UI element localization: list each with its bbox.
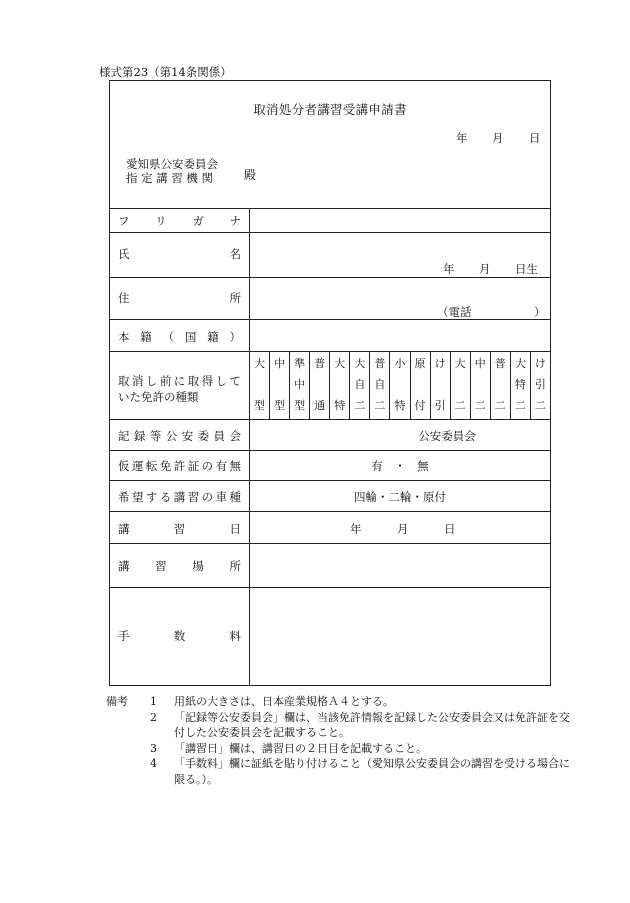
label-course-date	[110, 512, 250, 543]
label-address	[110, 278, 250, 319]
birth-year-label: 年	[443, 262, 455, 276]
label-furigana	[110, 208, 250, 232]
application-form	[109, 80, 551, 686]
label-license-types	[110, 352, 250, 419]
course-date-month: 月	[397, 522, 409, 536]
date-year-label: 年	[456, 131, 468, 145]
label-course-place	[110, 544, 250, 587]
label-char: 習	[173, 522, 186, 536]
honorific: 殿	[244, 168, 257, 182]
label-char: 講	[173, 490, 186, 504]
label-char: （	[162, 330, 175, 344]
label-char: 仮	[118, 459, 130, 473]
note-item	[106, 710, 576, 741]
note-item	[106, 741, 576, 757]
label-fee	[110, 588, 250, 685]
label-char: 運	[131, 459, 144, 473]
license-type-column[interactable]	[411, 352, 431, 419]
label-char: 籍	[140, 330, 152, 344]
note-text: 「記録等公安委員会」欄は、当該免許情報を記録した公安委員会又は免許証を交付した公安委員会を記載すること。	[174, 710, 570, 739]
label-char: し	[215, 374, 228, 388]
row-name	[110, 233, 550, 278]
label-char: 習	[155, 559, 167, 573]
label-char: 安	[181, 429, 194, 443]
notes-heading: 備考	[106, 695, 128, 708]
row-vehicle-type	[110, 481, 550, 512]
license-type-column[interactable]	[310, 352, 330, 419]
license-type-column[interactable]	[350, 352, 370, 419]
label-char: 手	[118, 629, 130, 643]
notes-section	[106, 694, 576, 787]
license-type-column[interactable]	[491, 352, 511, 419]
form-number: 様式第23（第14条関係）	[99, 65, 232, 79]
license-type-column[interactable]	[330, 352, 350, 419]
label-char: ）	[229, 330, 241, 344]
license-type-char: 二	[374, 399, 386, 412]
label-char: 習	[187, 490, 200, 504]
license-type-char: 特	[334, 399, 346, 412]
note-item	[106, 694, 576, 710]
license-type-column[interactable]	[531, 352, 550, 419]
note-number: 2	[150, 710, 157, 724]
license-type-char: け	[434, 357, 446, 370]
license-type-char: 大	[254, 357, 266, 370]
license-type-char: 二	[474, 399, 486, 412]
license-type-column[interactable]	[451, 352, 471, 419]
addressee	[126, 157, 218, 185]
addressee-line1: 愛知県公安委員会	[126, 157, 218, 171]
row-license-types	[110, 352, 550, 420]
row-fee	[110, 588, 550, 685]
label-char: 所	[229, 291, 241, 305]
row-record-commission	[110, 420, 550, 451]
record-commission-value: 公安委員会	[418, 429, 476, 443]
label-char: 氏	[118, 247, 130, 261]
license-type-column[interactable]	[390, 352, 410, 419]
label-char: 免	[159, 459, 172, 473]
date-month-label: 月	[492, 131, 504, 145]
license-type-char: 大	[334, 357, 346, 370]
label-temp-license	[110, 451, 250, 480]
license-type-column[interactable]	[431, 352, 451, 419]
label-char: 前	[159, 374, 172, 388]
license-type-char: け	[534, 357, 546, 370]
label-char: 国	[184, 330, 197, 344]
birth-month-label: 月	[479, 262, 491, 276]
license-type-char: 大	[514, 357, 526, 370]
license-type-char: 通	[314, 399, 326, 412]
label-char: 車	[215, 490, 228, 504]
license-type-column[interactable]	[370, 352, 390, 419]
label-char: リ	[155, 214, 167, 228]
label-char: 住	[118, 291, 130, 305]
label-char: 記	[118, 429, 130, 443]
label-char: 料	[229, 629, 241, 643]
license-type-char: 二	[514, 399, 526, 412]
vehicle-type-choice[interactable]: 四輪・二輪・原付	[354, 490, 446, 504]
license-type-char: 準	[294, 357, 306, 370]
license-type-grid	[250, 352, 550, 419]
course-date-year: 年	[350, 522, 362, 536]
license-type-column[interactable]	[250, 352, 270, 419]
label-char: 籍	[207, 330, 219, 344]
note-text: 「講習日」欄は、講習日の２日目を記載すること。	[174, 741, 427, 755]
form-header	[110, 81, 550, 209]
label-char: 日	[229, 522, 241, 536]
phone-label: （電話	[437, 305, 472, 319]
label-char: 消	[131, 374, 144, 388]
label-char: て	[229, 374, 241, 388]
license-type-char: 中	[274, 357, 286, 370]
label-char: ナ	[229, 214, 241, 228]
row-temp-license	[110, 451, 550, 481]
license-type-char: 二	[354, 399, 366, 412]
form-title: 取消処分者講習受講申請書	[253, 102, 407, 117]
label-char: の	[201, 459, 214, 473]
label-char: し	[145, 374, 158, 388]
note-number: 1	[150, 695, 157, 708]
label-char: 講	[118, 559, 130, 573]
label-honseki	[110, 320, 250, 351]
row-address	[110, 278, 550, 320]
license-type-char: 二	[454, 399, 466, 412]
label-char: 種	[229, 490, 241, 504]
label-name	[110, 233, 250, 277]
license-type-char: 大	[454, 357, 466, 370]
row-course-place	[110, 544, 550, 588]
label-vehicle-type	[110, 481, 250, 511]
label-char: 録	[133, 429, 146, 443]
license-type-char: 二	[494, 399, 506, 412]
license-type-char: 原	[414, 357, 426, 370]
license-type-char: 型	[294, 399, 306, 412]
label-char: 証	[187, 459, 200, 473]
license-type-char: 型	[254, 399, 266, 412]
label-char: 取	[118, 374, 130, 388]
label-char: 会	[229, 429, 241, 443]
label-license-line2: いた免許の種類	[118, 390, 199, 404]
label-char: 公	[165, 429, 178, 443]
license-type-char: 普	[494, 357, 506, 370]
label-char: に	[173, 374, 186, 388]
license-type-char: 中	[474, 357, 486, 370]
label-char: の	[201, 490, 214, 504]
license-type-char: 特	[394, 399, 406, 412]
label-char: 場	[192, 559, 204, 573]
license-type-char: 付	[414, 399, 426, 412]
label-char: る	[159, 490, 172, 504]
license-type-char: 二	[534, 399, 546, 412]
note-number: 4	[150, 757, 157, 770]
license-type-char: 大	[354, 357, 366, 370]
license-type-column[interactable]	[471, 352, 491, 419]
note-text: 「手数料」欄に証紙を貼り付けること（愛知県公安委員会の講習を受ける場合に限る。）。	[174, 757, 570, 786]
label-char: 委	[197, 429, 210, 443]
license-type-char: 普	[374, 357, 386, 370]
label-char: 数	[173, 629, 186, 643]
note-text: 用紙の大きさは、日本産業規格Ａ４とする。	[174, 695, 394, 708]
label-char: 許	[173, 459, 186, 473]
note-number: 3	[150, 741, 157, 755]
license-type-char: 自	[354, 378, 366, 391]
label-record-commission	[110, 420, 250, 450]
label-char: フ	[118, 214, 130, 228]
license-type-char: 引	[434, 399, 446, 412]
row-honseki	[110, 320, 550, 352]
license-type-char: 型	[274, 399, 286, 412]
license-type-column[interactable]	[290, 352, 310, 419]
birth-day-label: 日生	[515, 262, 538, 276]
license-type-char: 引	[534, 378, 546, 391]
label-char: 等	[149, 429, 162, 443]
label-char: 所	[229, 559, 241, 573]
label-char: 講	[118, 522, 130, 536]
label-char: 名	[229, 247, 241, 261]
note-item	[106, 756, 576, 787]
row-course-date	[110, 512, 550, 544]
license-type-char: 自	[374, 378, 386, 391]
label-char: 員	[213, 429, 226, 443]
label-char: ガ	[192, 214, 204, 228]
license-type-column[interactable]	[270, 352, 290, 419]
label-char: 得	[201, 374, 214, 388]
phone-close: ）	[534, 305, 546, 319]
label-char: す	[145, 490, 158, 504]
label-char: 転	[145, 459, 158, 473]
label-char: 希	[118, 490, 130, 504]
label-char: 無	[229, 459, 241, 473]
date-day-label: 日	[529, 131, 541, 145]
temp-license-choice[interactable]: 有 ・ 無	[371, 459, 429, 473]
course-date-day: 日	[444, 522, 456, 536]
label-char: 取	[187, 374, 200, 388]
row-furigana	[110, 208, 550, 233]
addressee-line2: 指定講習機関	[126, 171, 217, 185]
license-type-char: 特	[514, 378, 526, 391]
license-type-char: 小	[394, 357, 406, 370]
license-type-char: 中	[294, 378, 306, 391]
label-char: 有	[215, 459, 228, 473]
label-char: 本	[118, 330, 130, 344]
license-type-char: 普	[314, 357, 326, 370]
license-type-column[interactable]	[511, 352, 531, 419]
label-char: 望	[131, 490, 144, 504]
